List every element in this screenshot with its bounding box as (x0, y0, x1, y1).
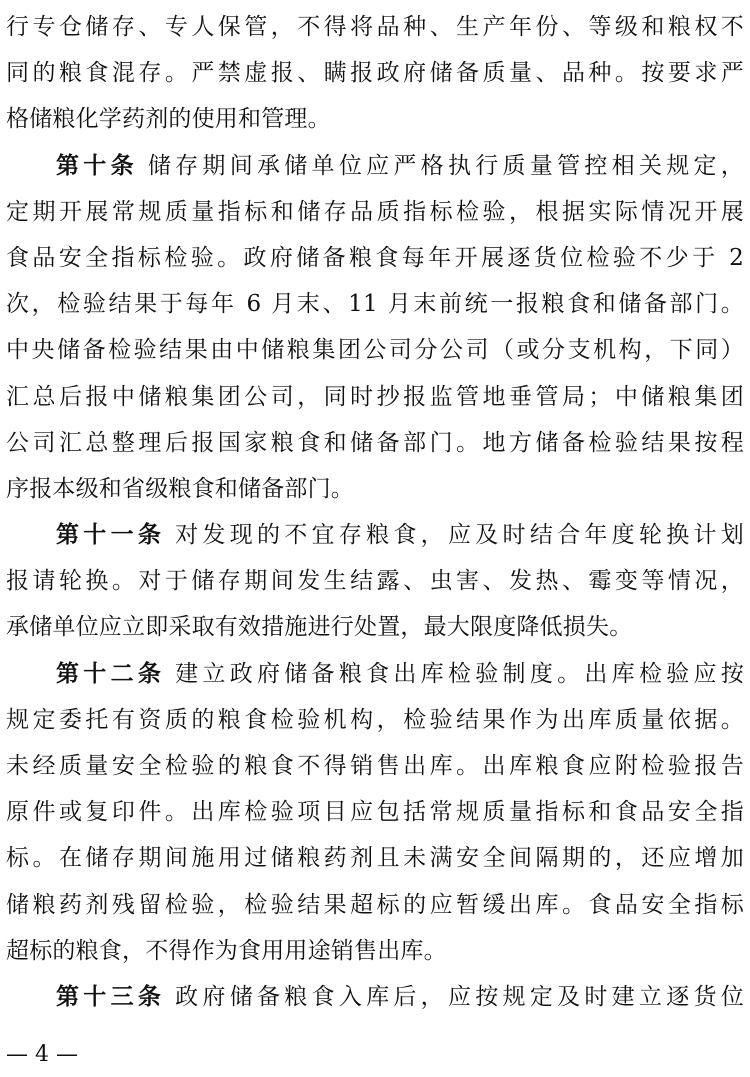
text-line (6, 882, 744, 928)
line-text: 建立政府储备粮食出库检验制度。出库检验应按 (175, 660, 744, 687)
line-text: 储存期间承储单位应严格执行质量管控相关规定， (147, 152, 744, 179)
text-line (6, 96, 744, 142)
text-line (6, 50, 744, 96)
line-text: 超标的粮食，不得作为食用用途销售出库。 (6, 937, 447, 964)
text-line (6, 327, 744, 373)
text-line (6, 743, 744, 789)
text-line (6, 235, 744, 281)
text-line (6, 789, 744, 835)
line-text: 定期开展常规质量指标和储存品质指标检验，根据实际情况开展 (6, 198, 744, 225)
article-12-heading-line (6, 651, 744, 697)
body-text (6, 4, 744, 1020)
line-text: 格储粮化学药剂的使用和管理。 (6, 106, 331, 133)
text-line (6, 4, 744, 50)
text-line (6, 281, 744, 327)
text-line (6, 697, 744, 743)
line-text: 对发现的不宜存粮食，应及时结合年度轮换计划 (175, 522, 744, 549)
text-line (6, 604, 744, 650)
line-text: 规定委托有资质的粮食检验机构，检验结果作为出库质量依据。 (6, 706, 744, 733)
line-text: 标。在储存期间施用过储粮药剂且未满安全间隔期的，还应增加 (6, 845, 744, 872)
line-text: 公司汇总整理后报国家粮食和储备部门。地方储备检验结果按程 (6, 429, 744, 456)
article-13-heading-line (6, 974, 744, 1020)
page-number: — 4 — (6, 1042, 78, 1067)
text-line (6, 466, 744, 512)
article-10-heading-line (6, 143, 744, 189)
line-text: 食品安全指标检验。政府储备粮食每年开展逐货位检验不少于 2 (6, 244, 744, 271)
line-text: 序报本级和省级粮食和储备部门。 (6, 475, 354, 502)
text-line (6, 374, 744, 420)
article-label: 第十一条 (56, 522, 166, 549)
line-text: 原件或复印件。出库检验项目应包括常规质量指标和食品安全指 (6, 799, 744, 826)
text-line (6, 928, 744, 974)
article-label: 第十二条 (56, 660, 166, 687)
article-label: 第十条 (56, 152, 138, 179)
text-line (6, 420, 744, 466)
line-text: 承储单位应立即采取有效措施进行处置，最大限度降低损失。 (6, 614, 633, 641)
line-text: 未经质量安全检验的粮食不得销售出库。出库粮食应附检验报告 (6, 753, 744, 779)
line-text: 中央储备检验结果由中储粮集团公司分公司（或分支机构，下同） (6, 337, 744, 364)
text-line (6, 558, 744, 604)
text-line (6, 189, 744, 235)
article-label: 第十三条 (56, 983, 166, 1010)
article-11-heading-line (6, 512, 744, 558)
line-text: 同的粮食混存。严禁虚报、瞒报政府储备质量、品种。按要求严 (6, 60, 744, 87)
line-text: 行专仓储存、专人保管，不得将品种、生产年份、等级和粮权不 (6, 14, 744, 40)
line-text: 储粮药剂残留检验，检验结果超标的应暂缓出库。食品安全指标 (6, 891, 744, 918)
line-text: 政府储备粮食入库后，应按规定及时建立逐货位 (175, 983, 744, 1010)
line-text: 报请轮换。对于储存期间发生结露、虫害、发热、霉变等情况， (6, 568, 744, 595)
line-text: 次，检验结果于每年 6 月末、11 月末前统一报粮食和储备部门。 (6, 291, 744, 318)
text-line (6, 835, 744, 881)
line-text: 汇总后报中储粮集团公司，同时抄报监管地垂管局；中储粮集团 (6, 383, 744, 410)
